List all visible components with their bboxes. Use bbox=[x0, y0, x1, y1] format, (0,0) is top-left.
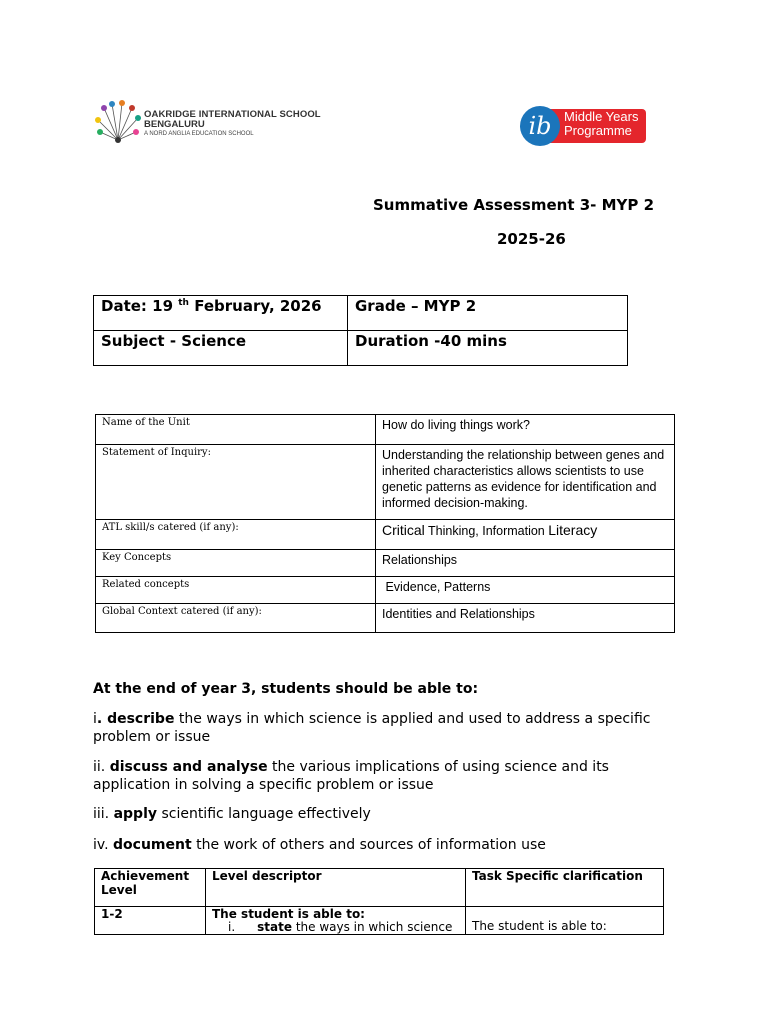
table-row bbox=[96, 604, 675, 633]
table-row bbox=[96, 577, 675, 604]
objective-text: the ways in which science is applied and used to address a specific problem or issue bbox=[93, 711, 651, 745]
grade-cell bbox=[348, 296, 628, 331]
objective-item bbox=[93, 836, 673, 854]
objective-text: scientific language effectively bbox=[157, 806, 371, 822]
column-header: Achievement Level bbox=[95, 869, 206, 907]
ib-emblem-icon bbox=[518, 104, 562, 148]
table-row bbox=[96, 520, 675, 550]
key-concepts-label: Key Concepts bbox=[96, 550, 376, 577]
unit-label: Name of the Unit bbox=[96, 415, 376, 445]
assessment-title: Summative Assessment 3- MYP 2 bbox=[373, 196, 655, 214]
inquiry-value: Understanding the relationship between genes and inherited characteristics allows scientists to use genetic patterns as evidence for identification and informed decision-making. bbox=[376, 445, 675, 520]
objective-text: the various implications of using science and its application in solving a specific problem or issue bbox=[93, 759, 609, 793]
descriptor-intro: The student is able to: bbox=[212, 907, 365, 921]
duration-text: Duration -40 mins bbox=[355, 332, 507, 350]
atl-part-3: Literacy bbox=[548, 522, 598, 538]
related-concepts-value: Evidence, Patterns bbox=[376, 577, 675, 604]
atl-value bbox=[376, 520, 675, 550]
ib-letters: ib bbox=[528, 112, 552, 140]
table-row bbox=[96, 550, 675, 577]
column-header: Task Specific clarification bbox=[466, 869, 664, 907]
school-city: BENGALURU bbox=[144, 119, 205, 130]
descriptor-text: the ways in which science bbox=[292, 920, 453, 934]
level-descriptor bbox=[206, 907, 466, 935]
descriptor-number: i. bbox=[228, 920, 236, 934]
objective-number: i bbox=[93, 711, 97, 727]
table-row bbox=[96, 415, 675, 445]
date-suffix: February, 2026 bbox=[188, 297, 322, 315]
descriptor-item bbox=[212, 921, 459, 933]
atl-part-1: Critical bbox=[382, 522, 425, 538]
column-header: Level descriptor bbox=[206, 869, 466, 907]
global-context-label: Global Context catered (if any): bbox=[96, 604, 376, 633]
objective-item bbox=[93, 805, 673, 823]
duration-cell bbox=[348, 331, 628, 366]
assessment-year: 2025-26 bbox=[497, 230, 566, 248]
ib-programme-line1: Middle Years bbox=[564, 109, 639, 124]
key-concepts-value: Relationships bbox=[376, 550, 675, 577]
objective-verb: . describe bbox=[96, 711, 175, 727]
objective-verb: discuss and analyse bbox=[109, 759, 268, 775]
atl-part-2: Thinking, Information bbox=[424, 524, 549, 538]
unit-value: How do living things work? bbox=[376, 415, 675, 445]
school-tagline: A NORD ANGLIA EDUCATION SCHOOL bbox=[144, 131, 254, 137]
school-logo bbox=[94, 100, 334, 148]
descriptor-verb: state bbox=[257, 920, 293, 934]
related-concepts-label: Related concepts bbox=[96, 577, 376, 604]
assessment-info-table bbox=[93, 295, 628, 366]
objective-text: the work of others and sources of information use bbox=[191, 837, 546, 853]
inquiry-label: Statement of Inquiry: bbox=[96, 445, 376, 520]
ib-logo bbox=[518, 104, 648, 146]
grade-text: Grade – MYP 2 bbox=[355, 297, 477, 315]
table-row bbox=[95, 907, 664, 935]
objective-item bbox=[93, 710, 673, 746]
subject-cell bbox=[94, 331, 348, 366]
objectives-heading: At the end of year 3, students should be able to: bbox=[93, 681, 479, 697]
global-context-value: Identities and Relationships bbox=[376, 604, 675, 633]
objective-number: iv. bbox=[93, 837, 113, 853]
objective-verb: apply bbox=[113, 806, 157, 822]
subject-text: Subject - Science bbox=[101, 332, 247, 350]
school-name: OAKRIDGE INTERNATIONAL SCHOOL bbox=[144, 109, 321, 120]
table-row bbox=[96, 445, 675, 520]
school-emblem-icon bbox=[94, 100, 142, 148]
table-row bbox=[95, 869, 664, 907]
date-prefix: Date: 19 bbox=[101, 297, 174, 315]
task-clarification bbox=[466, 907, 664, 935]
ib-programme-line2: Programme bbox=[564, 123, 632, 138]
achievement-level: 1-2 bbox=[95, 907, 206, 935]
objective-verb: document bbox=[113, 837, 192, 853]
objective-number: iii. bbox=[93, 806, 114, 822]
unit-table bbox=[95, 414, 675, 633]
clarification-text: The student is able to: bbox=[472, 919, 607, 933]
objective-number: ii. bbox=[93, 759, 110, 775]
objective-item bbox=[93, 758, 673, 794]
date-cell bbox=[94, 296, 348, 331]
atl-label: ATL skill/s catered (if any): bbox=[96, 520, 376, 550]
date-sup: th bbox=[178, 298, 189, 308]
achievement-table bbox=[94, 868, 664, 935]
